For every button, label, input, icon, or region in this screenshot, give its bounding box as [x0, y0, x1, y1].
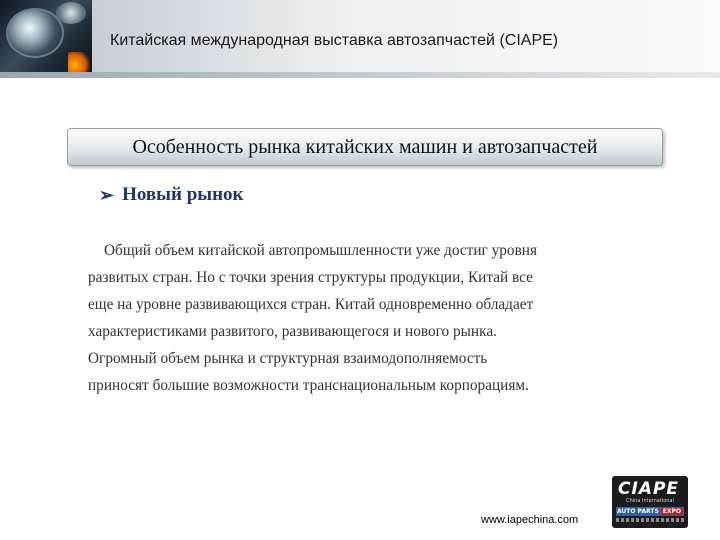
paragraph-line: Огромный объем рынка и структурная взаимодополняемость [88, 350, 488, 367]
website-link[interactable]: www.iapechina.com [481, 514, 579, 526]
logo-subtitle: China International [626, 498, 674, 504]
header-divider [0, 72, 720, 78]
arrow-bullet-icon: ➢ [99, 184, 115, 205]
logo-decoration [616, 518, 684, 522]
logo-band [616, 507, 684, 516]
section-title: Особенность рынка китайских машин и автозапчастей [132, 135, 598, 158]
paragraph-line: характеристиками развитого, развивающегося и нового рынка. [88, 323, 497, 340]
header [0, 0, 720, 78]
paragraph-line: еще на уровне развивающихся стран. Китай одновременно обладает [88, 296, 534, 313]
bullet-label: Новый рынок [122, 184, 244, 205]
ciape-logo [612, 476, 688, 528]
headlight-shape [6, 8, 64, 58]
paragraph-line: Общий объем китайской автопромышленности уже достиг уровня [104, 242, 538, 259]
section-title-bar [67, 128, 663, 166]
logo-wordmark: CIAPE [618, 479, 680, 499]
header-car-headlight-image [0, 0, 92, 78]
headlight-shape-small [56, 2, 86, 24]
bullet-heading [99, 184, 244, 206]
paragraph-line: развитых стран. Но с точки зрения структуры продукции, Китай все [88, 269, 533, 286]
logo-expo-tag: EXPO [662, 508, 682, 515]
logo-band-text: AUTO PARTS [616, 508, 659, 515]
header-title: Китайская международная выставка автозапчастей (CIAPE) [110, 32, 559, 49]
body-paragraph [88, 237, 648, 399]
paragraph-line: приносят большие возможности транснациональным корпорациям. [88, 377, 529, 394]
